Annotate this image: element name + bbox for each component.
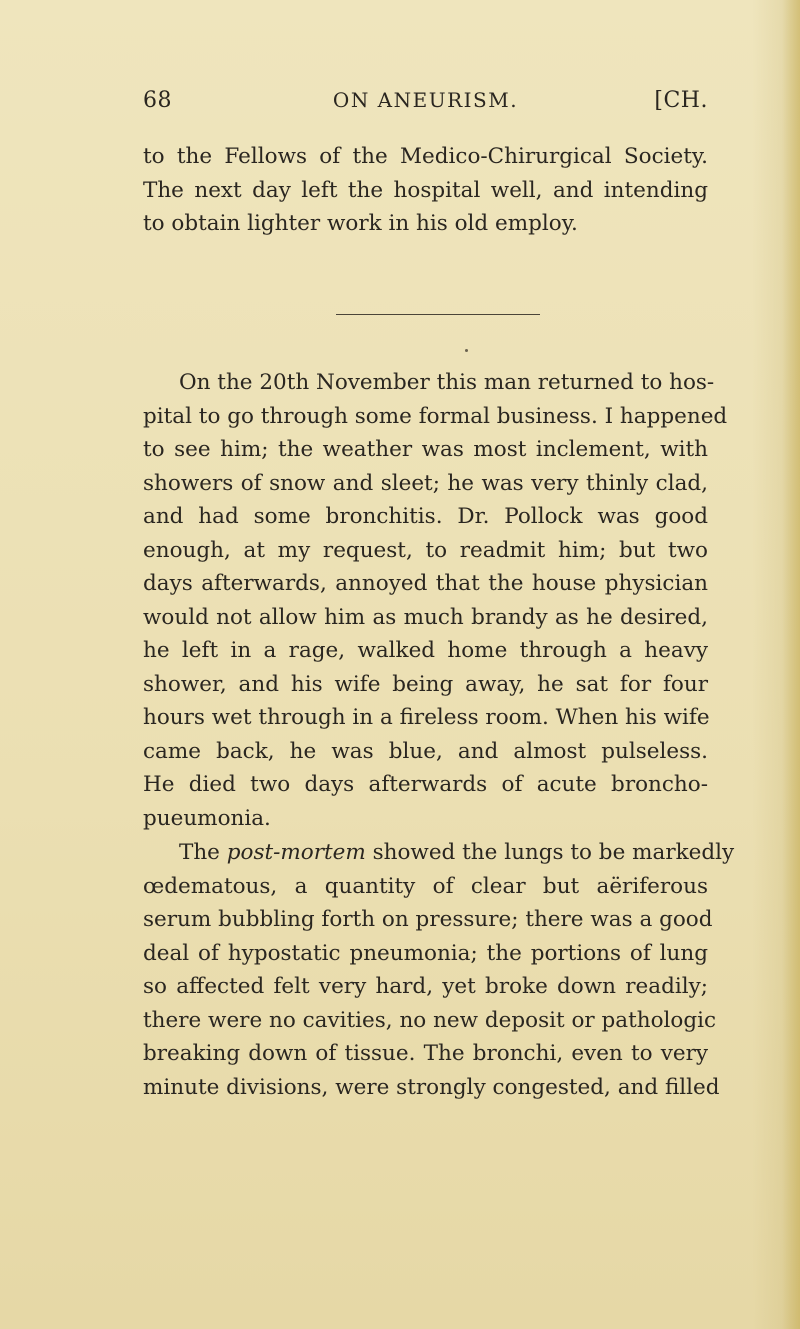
text-line: shower, and his wife being away, he sat for four xyxy=(143,671,708,697)
text-line: to obtain lighter work in his old employ. xyxy=(143,211,578,236)
chapter-marker: [CH. xyxy=(654,88,708,113)
running-title: ON ANEURISM. xyxy=(332,88,519,112)
paragraph-2 xyxy=(143,366,728,835)
text-line: œdematous, a quantity of clear but aëriferous xyxy=(143,873,708,899)
text-line: would not allow him as much brandy as he desired, xyxy=(143,604,708,630)
text-line: he left in a rage, walked home through a heavy xyxy=(143,638,708,663)
text-line: came back, he was blue, and almost pulseless. xyxy=(143,738,708,764)
text-line: to the Fellows of the Medico-Chirurgical Society. xyxy=(143,144,708,169)
text-line: and had some bronchitis. Dr. Pollock was good xyxy=(143,504,708,529)
text-line: showers of snow and sleet; he was very thinly clad, xyxy=(143,470,708,496)
italic-term: post-mortem xyxy=(226,840,366,865)
text-line: hours wet through in a fireless room. When his wife xyxy=(143,705,710,730)
text-line: to see him; the weather was most inclement, with xyxy=(143,437,708,462)
lead-prefix: The xyxy=(179,840,227,865)
print-speck xyxy=(465,349,468,352)
text-line: so affected felt very hard, yet broke down readily; xyxy=(143,974,708,999)
text-line: The next day left the hospital well, and intending xyxy=(143,177,708,203)
text-line: days afterwards, annoyed that the house physician xyxy=(143,571,708,596)
text-line: there were no cavities, no new deposit or pathologic xyxy=(143,1007,717,1033)
text-line: breaking down of tissue. The bronchi, even to very xyxy=(143,1041,708,1066)
text-line: deal of hypostatic pneumonia; the portions of lung xyxy=(143,940,708,966)
text-line: He died two days afterwards of acute broncho- xyxy=(143,772,708,797)
paragraph-1 xyxy=(143,140,708,241)
text-line: serum bubbling forth on pressure; there was a good xyxy=(143,907,713,932)
page-number: 68 xyxy=(143,88,172,113)
text-line: enough, at my request, to readmit him; but two xyxy=(143,537,708,563)
text-line-lead xyxy=(143,836,735,870)
text-line: pueumonia. xyxy=(143,805,271,831)
text-line: pital to go through some formal business. I happened xyxy=(143,403,728,429)
text-line: On the 20th November this man returned to hos- xyxy=(179,370,715,395)
text-line: minute divisions, were strongly congested, and filled xyxy=(143,1074,720,1100)
paragraph-3 xyxy=(143,836,735,1104)
section-divider xyxy=(336,314,540,315)
lead-rest: showed the lungs to be markedly xyxy=(365,840,735,865)
running-head xyxy=(143,88,708,118)
page-edge xyxy=(782,0,800,1329)
